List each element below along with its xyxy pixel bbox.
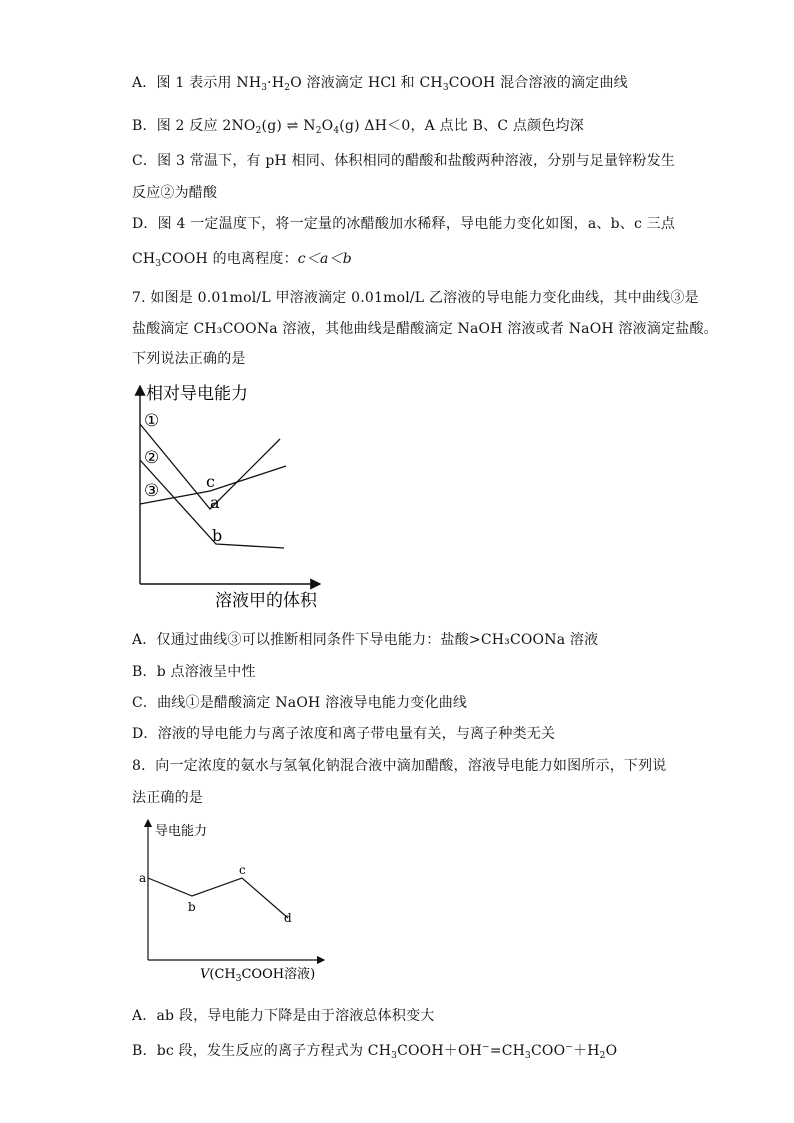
q7-curve-label-1: ①: [144, 411, 160, 431]
q7-x-axis-label: 溶液甲的体积: [215, 591, 317, 611]
q8-option-a: A．ab 段，导电能力下降是由于溶液总体积变大: [132, 1008, 435, 1024]
q8-conductivity-curve: [148, 878, 288, 918]
q8-stem-line1: 8．向一定浓度的氨水与氢氧化钠混合液中滴加醋酸，溶液导电能力如图所示，下列说: [132, 758, 667, 774]
q6-option-b: B．图 2 反应 $2NO_2(g)$ ⇌ $N_2O_4(g)$ ΔH＜0，A 点比 B、C 点颜色均深: [132, 118, 584, 136]
q7-point-label-b: b: [212, 526, 223, 545]
q6-option-d-line2: $CH_3COOH$ 的电离程度：c＜a＜b: [132, 251, 352, 269]
q7-stem-line1: 7. 如图是 0.01mol/L 甲溶液滴定 0.01mol/L 乙溶液的导电能力变化曲线，其中曲线③是: [132, 290, 699, 306]
q6-option-d-line1: D．图 4 一定温度下，将一定量的冰醋酸加水稀释，导电能力变化如图，a、b、c 三点: [132, 216, 676, 232]
q8-point-label-a: a: [139, 871, 147, 885]
q7-option-a: A．仅通过曲线③可以推断相同条件下导电能力：盐酸>CH₃COONa 溶液: [132, 632, 599, 648]
q7-stem-line3: 下列说法正确的是: [132, 351, 246, 367]
q7-curve-label-3: ③: [144, 481, 160, 501]
q8-conductivity-figure: [128, 814, 338, 986]
q7-point-label-c: c: [206, 472, 215, 491]
q8-point-label-d: d: [284, 911, 292, 925]
q8-option-b: B．bc 段，发生反应的离子方程式为 $CH_3COOH+OH^-=CH_3COO^-+H_2O$: [132, 1042, 618, 1061]
q7-y-axis-label: 相对导电能力: [146, 384, 248, 404]
q7-conductivity-figure: [120, 378, 340, 614]
q8-y-axis-label: 导电能力: [155, 824, 208, 839]
q7-option-c: C．曲线①是醋酸滴定 NaOH 溶液导电能力变化曲线: [132, 695, 468, 711]
q7-stem-line2: 盐酸滴定 CH₃COONa 溶液，其他曲线是醋酸滴定 NaOH 溶液或者 NaOH 溶液滴定盐酸。: [132, 321, 718, 337]
q7-option-b: B．b 点溶液呈中性: [132, 664, 256, 680]
q8-x-axis-label: $V(CH_3COOH$溶液): [200, 967, 316, 984]
q6-option-a: A．图 1 表示用 $NH_3\cdot H_2O$ 溶液滴定 HCl 和 $CH_3COOH$ 混合溶液的滴定曲线: [132, 75, 628, 93]
q6-option-c-line1: C．图 3 常温下，有 pH 相同、体积相同的醋酸和盐酸两种溶液，分别与足量锌粉发生: [132, 153, 675, 169]
q8-point-label-b: b: [188, 900, 196, 914]
q8-point-label-c: c: [239, 863, 246, 877]
q6-option-c-line2: 反应②为醋酸: [132, 185, 218, 201]
q7-option-d: D．溶液的导电能力与离子浓度和离子带电量有关，与离子种类无关: [132, 726, 556, 742]
q7-point-label-a: a: [210, 493, 220, 512]
q8-stem-line2: 法正确的是: [132, 790, 203, 806]
q7-curve-label-2: ②: [144, 448, 160, 468]
